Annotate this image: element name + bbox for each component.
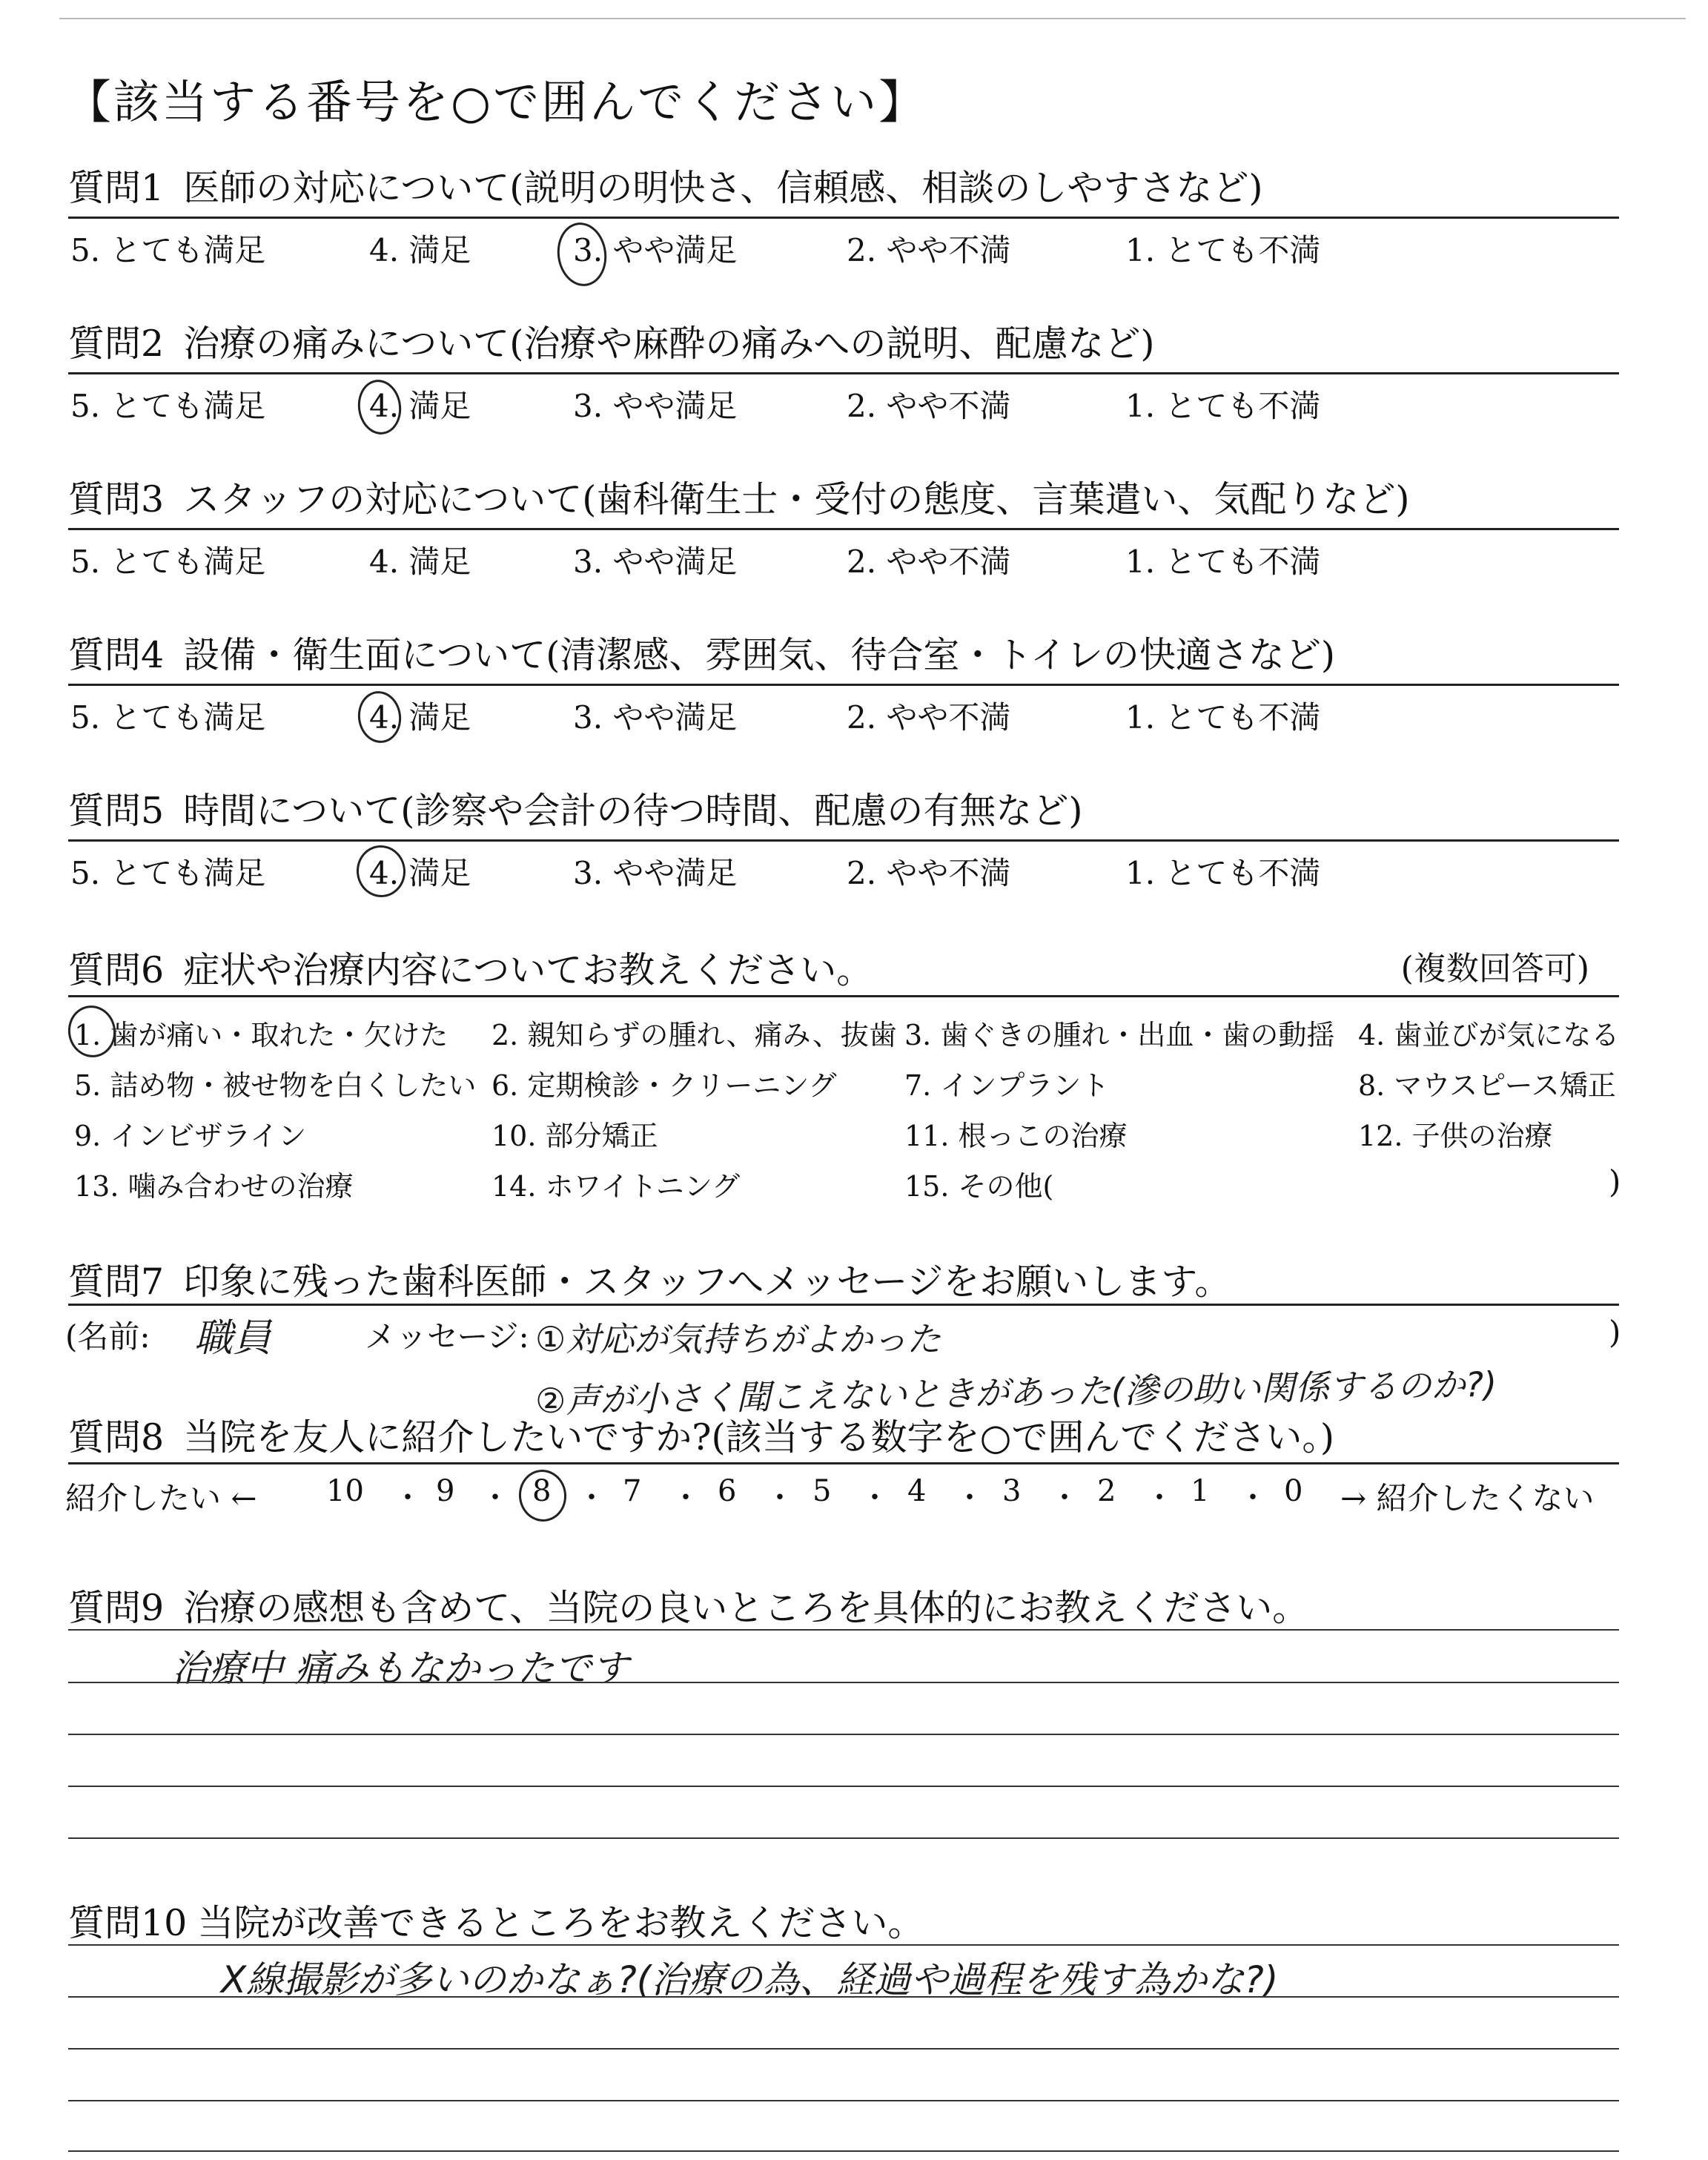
question-1-title [68,159,1262,211]
question-8-title [68,1409,1334,1461]
scale-sep: ・ [480,1481,510,1515]
question-4-title [68,627,1335,678]
divider [68,528,1619,530]
scale-7[interactable]: 7 [623,1474,642,1508]
q6-option-3[interactable]: 3. 歯ぐきの腫れ・出血・歯の動揺 [904,1019,1335,1051]
closing-paren: ) [1609,1163,1621,1200]
scale-sep: ・ [577,1481,606,1515]
name-label: (名前: [65,1318,150,1355]
answer-line [68,2100,1619,2101]
scale-0[interactable]: 0 [1284,1474,1303,1508]
question-text: 当院を友人に紹介したいですか?(該当する数字を○で囲んでください。) [183,1416,1334,1459]
question-9-title [68,1579,1308,1631]
q5-option-5[interactable]: 5. とても満足 [70,855,266,891]
divider [68,995,1619,997]
answer-line [68,2048,1619,2050]
answer-line [68,1629,1619,1631]
question-text: 治療の痛みについて(治療や麻酔の痛みへの説明、配慮など) [183,323,1155,365]
question-text: 印象に残った歯科医師・スタッフへメッセージをお願いします。 [183,1261,1231,1303]
scale-4[interactable]: 4 [907,1474,927,1508]
q10-handwritten-answer: X線撮影が多いのかなぁ?(治療の為、経過や過程を残す為かな?) [221,1958,1279,2001]
q2-option-2[interactable]: 2. やや不満 [847,388,1011,424]
q4-option-4[interactable]: 4. 満足 [369,699,471,736]
q1-option-5[interactable]: 5. とても満足 [70,232,266,268]
divider [68,1304,1619,1306]
q4-option-1[interactable]: 1. とても不満 [1125,699,1321,736]
message-label: メッセージ: [365,1318,529,1355]
divider [68,839,1619,842]
answer-line [68,1837,1619,1839]
question-text: 医師の対応について(説明の明快さ、信頼感、相談のしやすさなど) [183,167,1263,209]
scale-sep: ・ [671,1481,701,1515]
q2-option-4[interactable]: 4. 満足 [369,388,471,424]
answer-line [68,1944,1619,1946]
message-handwritten-line-2: ②声が小さく聞こえないときがあった(滲の助い関係するのか?) [534,1364,1497,1421]
question-7-title [68,1253,1231,1305]
q3-option-1[interactable]: 1. とても不満 [1125,544,1321,580]
question-number: 質問7 [68,1261,165,1303]
q5-option-3[interactable]: 3. やや満足 [573,855,738,891]
q6-option-5[interactable]: 5. 詰め物・被せ物を白くしたい [74,1069,477,1102]
q3-option-5[interactable]: 5. とても満足 [70,544,266,580]
q4-option-2[interactable]: 2. やや不満 [847,699,1011,736]
question-text: 時間について(診察や会計の待つ時間、配慮の有無など) [183,790,1083,832]
question-text: 設備・衛生面について(清潔感、雰囲気、待合室・トイレの快適さなど) [183,634,1335,676]
q5-option-1[interactable]: 1. とても不満 [1125,855,1321,891]
divider [68,1462,1619,1464]
closing-paren: ) [1609,1314,1621,1350]
q1-option-2[interactable]: 2. やや不満 [847,232,1011,268]
q1-option-1[interactable]: 1. とても不満 [1125,232,1321,268]
question-number: 質問1 [68,167,165,209]
multiple-answers-note: (複数回答可) [1400,950,1589,988]
q2-option-5[interactable]: 5. とても満足 [70,388,266,424]
question-10-title [68,1895,924,1946]
scale-9[interactable]: 9 [436,1474,455,1508]
divider [68,217,1619,219]
scale-sep: ・ [860,1481,890,1515]
answer-line [68,2150,1619,2152]
q4-option-5[interactable]: 5. とても満足 [70,699,266,736]
question-number: 質問3 [68,478,165,521]
scale-1[interactable]: 1 [1191,1474,1210,1508]
q6-option-2[interactable]: 2. 親知らずの腫れ、痛み、抜歯 [491,1019,897,1051]
question-number: 質問5 [68,790,165,832]
answer-line [68,1682,1619,1683]
question-6-title [68,942,873,994]
q3-option-3[interactable]: 3. やや満足 [573,544,738,580]
answer-line [68,1996,1619,1998]
q6-option-12[interactable]: 12. 子供の治療 [1358,1120,1553,1152]
scale-sep: ・ [765,1481,795,1515]
scale-3[interactable]: 3 [1002,1474,1022,1508]
answer-line [68,1786,1619,1787]
question-number: 質問2 [68,323,165,365]
q6-option-1[interactable]: 1. 歯が痛い・取れた・欠けた [74,1019,448,1051]
q6-option-8[interactable]: 8. マウスピース矯正 [1358,1069,1616,1102]
message-handwritten-line-1: ①対応が気持ちがよかった [535,1319,941,1359]
q5-option-4[interactable]: 4. 満足 [369,855,471,891]
q6-option-13[interactable]: 13. 噛み合わせの治療 [74,1170,354,1203]
q6-option-9[interactable]: 9. インビザライン [74,1120,307,1152]
scale-sep: ・ [1145,1481,1174,1515]
top-border [59,18,1686,19]
question-number: 質問10 [68,1902,188,1944]
question-number: 質問4 [68,634,165,676]
question-3-title [68,471,1409,523]
q1-option-3[interactable]: 3. やや満足 [573,232,738,268]
divider [68,684,1619,686]
scale-sep: ・ [955,1481,984,1515]
recommend-left-label: 紹介したい ← [65,1480,257,1516]
scale-10[interactable]: 10 [326,1474,364,1508]
q6-option-7[interactable]: 7. インプラント [904,1069,1110,1102]
question-2-title [68,315,1154,367]
name-handwritten: 職員 [194,1316,272,1361]
scale-2[interactable]: 2 [1097,1474,1116,1508]
recommend-right-label: → 紹介したくない [1340,1480,1595,1516]
question-number: 質問6 [68,949,165,991]
q2-option-3[interactable]: 3. やや満足 [573,388,738,424]
question-5-title [68,782,1082,834]
scale-6[interactable]: 6 [718,1474,737,1508]
selection-circle [517,1467,569,1524]
q6-option-15[interactable]: 15. その他( [904,1170,1054,1203]
q6-option-10[interactable]: 10. 部分矯正 [491,1120,658,1152]
question-text: 治療の感想も含めて、当院の良いところを具体的にお教えください。 [183,1587,1309,1629]
q3-option-2[interactable]: 2. やや不満 [847,544,1011,580]
question-text: スタッフの対応について(歯科衛生士・受付の態度、言葉遣い、気配りなど) [183,478,1410,521]
question-number: 質問9 [68,1587,165,1629]
q5-option-2[interactable]: 2. やや不満 [847,855,1011,891]
page-heading: 【該当する番号を○で囲んでください】 [65,75,927,129]
scale-5[interactable]: 5 [812,1474,832,1508]
question-text: 症状や治療内容についてお教えください。 [183,949,873,991]
q6-option-6[interactable]: 6. 定期検診・クリーニング [491,1069,837,1102]
q4-option-3[interactable]: 3. やや満足 [573,699,738,736]
q6-option-4[interactable]: 4. 歯並びが気になる [1358,1019,1620,1051]
q2-option-1[interactable]: 1. とても不満 [1125,388,1321,424]
question-text: 当院が改善できるところをお教えください。 [197,1902,924,1944]
q1-option-4[interactable]: 4. 満足 [369,232,471,268]
scale-sep: ・ [393,1481,423,1515]
q6-option-11[interactable]: 11. 根っこの治療 [904,1120,1128,1152]
q9-handwritten-answer: 治療中 痛みもなかったです [172,1647,629,1690]
question-number: 質問8 [68,1416,165,1459]
scale-8[interactable]: 8 [532,1474,552,1508]
q6-option-14[interactable]: 14. ホワイトニング [491,1170,741,1203]
divider [68,372,1619,374]
scale-sep: ・ [1238,1481,1268,1515]
scale-sep: ・ [1050,1481,1079,1515]
q3-option-4[interactable]: 4. 満足 [369,544,471,580]
answer-line [68,1734,1619,1735]
